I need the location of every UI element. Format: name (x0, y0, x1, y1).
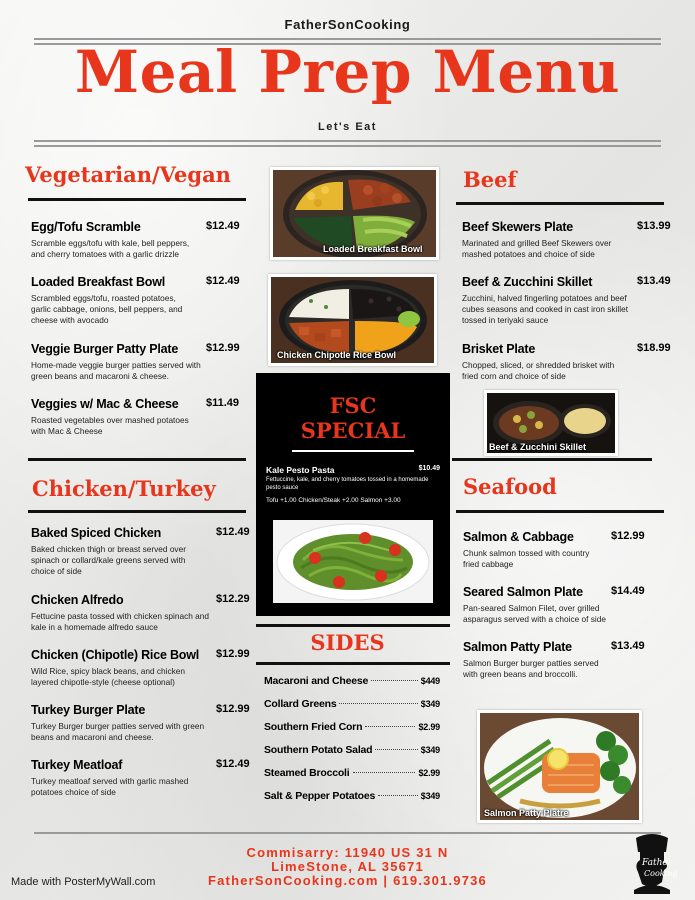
side-item-collard-greens (264, 698, 440, 710)
item-desc: Marinated and grilled Beef Skewers over mashed potatoes and choice of side (462, 238, 612, 259)
made-with-credit: Made with PosterMyWall.com (11, 876, 156, 888)
menu-item-salmon-patty-plate (463, 640, 663, 680)
salmon-plate-illustration (480, 713, 639, 820)
side-name: Southern Fried Corn (264, 721, 363, 733)
special-title (256, 393, 450, 443)
side-price: $449 (420, 676, 440, 686)
item-price: $13.99 (637, 220, 671, 232)
photo-label: Loaded Breakfast Bowl (323, 244, 423, 254)
side-price: $2.99 (418, 768, 440, 778)
item-desc: Zucchini, halved fingerling potatoes and beef cubes seasons and cooked in cast iron skillet tossed in teriyaki sauce (462, 293, 629, 325)
item-desc: Baked chicken thigh or breast served over spinach or collard/kale greens served with choice of side (31, 544, 186, 576)
section-bar-beef (456, 202, 664, 205)
section-bar-chicken (28, 510, 246, 513)
item-desc: Turkey Burger burger patties served with green beans and macaroni and cheese. (31, 721, 205, 742)
item-name: Turkey Meatloaf (31, 758, 123, 772)
item-price: $12.49 (216, 526, 250, 538)
page-title: Meal Prep Menu (74, 38, 621, 106)
side-dots (371, 680, 418, 681)
pesto-pasta-illustration (273, 520, 433, 603)
item-name: Brisket Plate (462, 342, 536, 356)
item-price: $12.49 (206, 220, 240, 232)
page-subtitle: Let's Eat (318, 121, 377, 133)
section-title-sides: SIDES (310, 630, 385, 655)
section-bar-vegetarian (28, 198, 246, 201)
photo-loaded-breakfast-bowl (270, 167, 439, 260)
special-divider (292, 450, 414, 452)
item-desc: Roasted vegetables over mashed potatoes with Mac & Cheese (31, 415, 189, 436)
side-name: Collard Greens (264, 698, 337, 710)
item-price: $14.49 (611, 585, 645, 597)
item-desc: Pan-seared Salmon Filet, over grilled asparagus served with a choice of side (463, 603, 606, 624)
special-addons: Tofu +1.00 Chicken/Steak +2.00 Salmon +3.00 (266, 497, 401, 504)
item-desc: Chunk salmon tossed with country fried cabbage (463, 548, 590, 569)
item-desc: Chopped, sliced, or shredded brisket with fried corn and choice of side (462, 360, 615, 381)
menu-item-beef-skewers-plate (462, 220, 670, 260)
item-price: $12.29 (216, 593, 250, 605)
menu-item-baked-spiced-chicken (31, 526, 249, 577)
item-price: $12.49 (206, 275, 240, 287)
item-price: $18.99 (637, 342, 671, 354)
footer-address-line2: LimeStone, AL 35671 (271, 859, 424, 874)
item-name: Chicken (Chipotle) Rice Bowl (31, 648, 200, 662)
item-price: $12.99 (216, 648, 250, 660)
item-desc: Turkey meatloaf served with garlic mashed potatoes choice of side (31, 776, 189, 797)
footer-address-line1: Commisarry: 11940 US 31 N (246, 845, 449, 860)
side-name: Southern Potato Salad (264, 744, 373, 756)
side-item-potato-salad (264, 744, 440, 756)
item-name: Beef & Zucchini Skillet (462, 275, 593, 289)
menu-item-beef-zucchini-skillet (462, 275, 670, 326)
item-price: $13.49 (611, 640, 645, 652)
item-name: Veggies w/ Mac & Cheese (31, 397, 179, 411)
side-item-steamed-broccoli (264, 767, 440, 779)
side-price: $349 (420, 699, 440, 709)
side-item-fried-corn (264, 721, 440, 733)
menu-item-seared-salmon-plate (463, 585, 663, 625)
side-item-macaroni (264, 675, 440, 687)
fathersoncooking-logo (628, 832, 676, 894)
section-title-chicken: Chicken/Turkey (32, 476, 216, 501)
sides-bar (256, 662, 450, 665)
side-dots (378, 795, 418, 796)
item-desc: Salmon Burger burger patties served with green beans and broccolli. (463, 658, 599, 679)
section-bar-vegetarian-end (28, 458, 246, 461)
menu-item-veggies-mac-cheese (31, 397, 241, 437)
logo-text-line2: Cooking (644, 869, 678, 878)
menu-item-loaded-breakfast-bowl (31, 275, 241, 326)
menu-item-turkey-meatloaf (31, 758, 249, 798)
section-bar-seafood (456, 510, 664, 513)
footer-rule (34, 832, 661, 834)
item-name: Chicken Alfredo (31, 593, 124, 607)
side-dots (339, 703, 417, 704)
section-title-vegetarian: Vegetarian/Vegan (25, 162, 231, 187)
item-desc: Fettucine pasta tossed with chicken spinach and kale in a homemade alfredo sauce (31, 611, 210, 632)
photo-label: Beef & Zucchini Skillet (489, 442, 587, 452)
item-name: Salmon & Cabbage (463, 530, 574, 544)
side-name: Salt & Pepper Potatoes (264, 790, 376, 802)
special-item-price: $10.49 (418, 465, 440, 472)
item-price: $12.99 (206, 342, 240, 354)
menu-item-veggie-burger-patty-plate (31, 342, 241, 382)
item-name: Egg/Tofu Scramble (31, 220, 141, 234)
special-item-desc: Fettuccine, kale, and cherry tomatoes tossed in a homemade pesto sauce (266, 477, 429, 491)
footer-contact: FatherSonCooking.com | 619.301.9736 (207, 873, 487, 888)
photo-label: Salmon Patty Platre (484, 808, 569, 818)
side-price: $2.99 (418, 722, 440, 732)
item-name: Seared Salmon Plate (463, 585, 583, 599)
item-desc: Scramble eggs/tofu with kale, bell peppers, and cherry tomatoes with a garlic drizzle (31, 238, 190, 259)
photo-label: Chicken Chipotle Rice Bowl (277, 350, 397, 360)
special-item-name: Kale Pesto Pasta (266, 465, 335, 475)
item-name: Turkey Burger Plate (31, 703, 146, 717)
sides-bar-top (256, 624, 450, 627)
item-name: Beef Skewers Plate (462, 220, 574, 234)
item-name: Baked Spiced Chicken (31, 526, 162, 540)
brand-name: FatherSonCooking (284, 17, 411, 32)
side-price: $349 (420, 791, 440, 801)
side-item-salt-pepper-potatoes (264, 790, 440, 802)
photo-kale-pesto-pasta (273, 520, 433, 603)
photo-beef-zucchini-skillet (484, 390, 618, 456)
item-name: Salmon Patty Plate (463, 640, 572, 654)
header-rule-bottom-2 (34, 145, 661, 147)
item-name: Loaded Breakfast Bowl (31, 275, 166, 289)
item-price: $11.49 (206, 397, 240, 409)
side-price: $349 (420, 745, 440, 755)
side-dots (365, 726, 415, 727)
header-rule-bottom (34, 140, 661, 142)
special-title-line2: SPECIAL (300, 418, 406, 443)
section-title-beef: Beef (463, 167, 517, 192)
side-name: Macaroni and Cheese (264, 675, 369, 687)
fsc-special-panel (256, 373, 450, 616)
item-price: $12.49 (216, 758, 250, 770)
logo-text-line1: Father (642, 858, 673, 868)
item-price: $13.49 (637, 275, 671, 287)
item-price: $12.99 (611, 530, 645, 542)
menu-item-chicken-alfredo (31, 593, 249, 633)
item-desc: Scrambled eggs/tofu, roasted potatoes, garlic cabbage, onions, bell peppers, and cheese with avocado (31, 293, 183, 325)
item-price: $12.99 (216, 703, 250, 715)
menu-item-egg-tofu-scramble (31, 220, 241, 260)
section-title-seafood: Seafood (463, 474, 557, 499)
side-dots (353, 772, 416, 773)
menu-item-salmon-cabbage (463, 530, 663, 570)
item-desc: Home-made veggie burger patties served with green beans and macaroni & cheese. (31, 360, 201, 381)
item-name: Veggie Burger Patty Plate (31, 342, 179, 356)
menu-item-turkey-burger-plate (31, 703, 249, 743)
photo-chicken-chipotle-rice-bowl (268, 274, 437, 366)
side-name: Steamed Broccoli (264, 767, 350, 779)
item-desc: Wild Rice, spicy black beans, and chicken layered chipotle-style (cheese optional) (31, 666, 186, 687)
special-title-line1: FSC (329, 393, 377, 418)
menu-item-brisket-plate (462, 342, 670, 382)
section-bar-beef-end (452, 458, 652, 461)
side-dots (375, 749, 417, 750)
photo-salmon-patty-plate (477, 710, 642, 823)
